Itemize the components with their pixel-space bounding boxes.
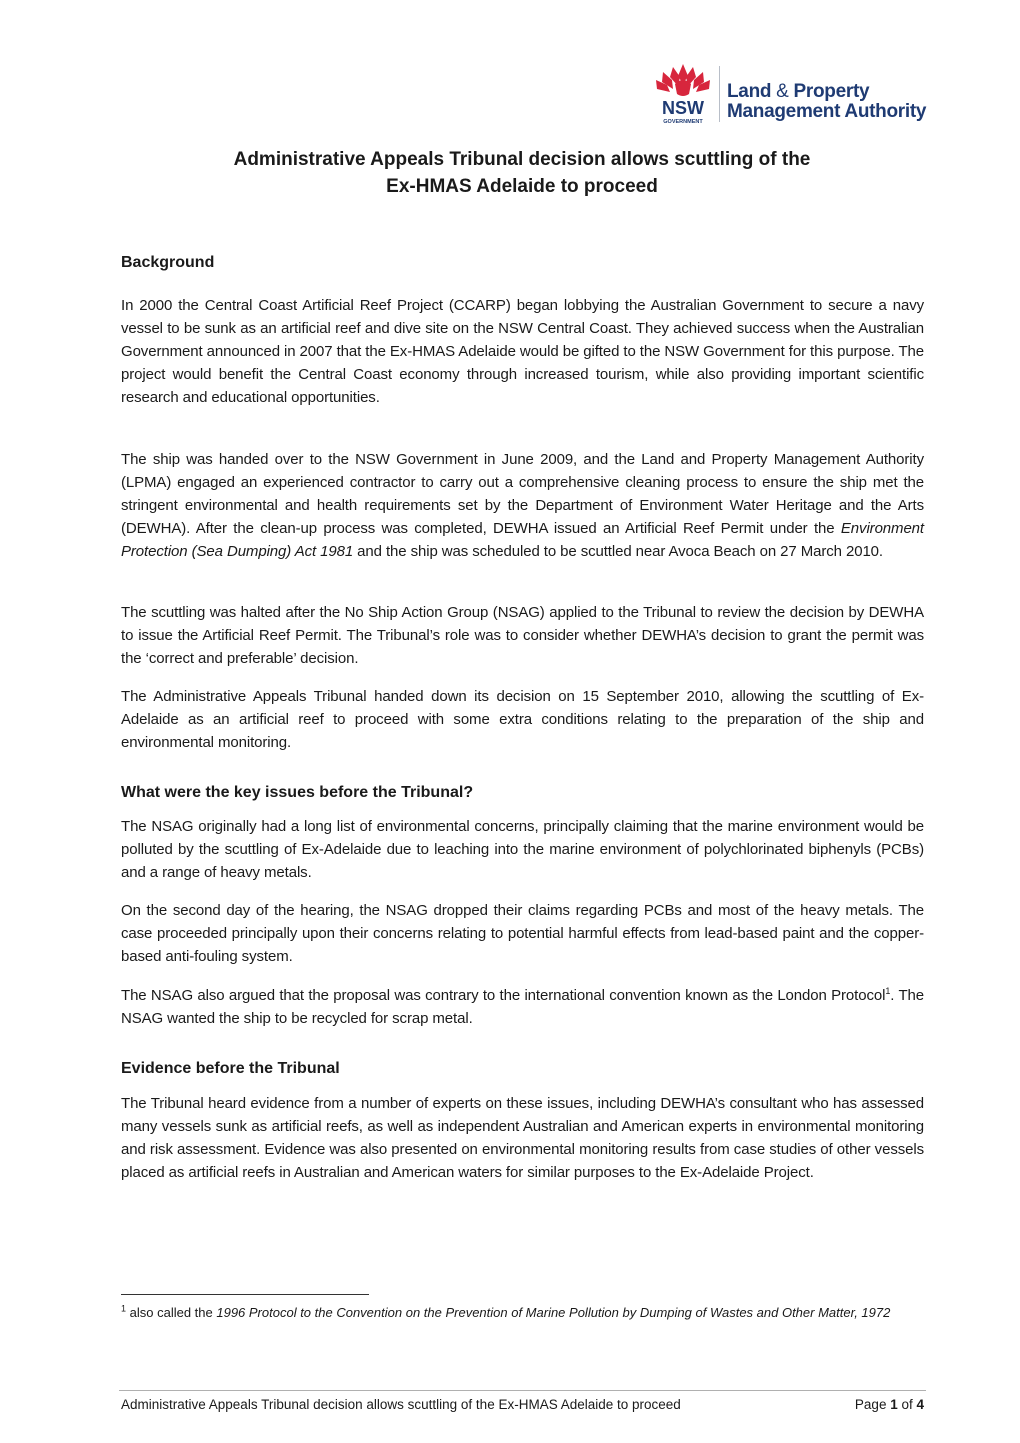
svg-text:GOVERNMENT: GOVERNMENT (663, 119, 703, 125)
nsw-waratah-emblem-icon (653, 62, 713, 126)
act-name: Environment Protection (Sea Dumping) Act 1981 (121, 520, 924, 560)
page-number: Page 1 of 4 (854, 1397, 924, 1412)
paragraph: The Tribunal heard evidence from a number of experts on these issues, including DEWHA’s consultant who has assessed many vessels sunk as artificial reefs, as well as independent Australian and American experts in environmental monitoring and risk assessment. Evidence was also presented on environmental monitoring results from case studies of other vessels placed as artificial reefs in Australian and American waters for similar purposes to the Ex-Adelaide Project. (121, 1095, 924, 1181)
paragraph: The ship was handed over to the NSW Government in June 2009, and the Land and Property Management Authority (LPMA) engaged an experienced contractor to carry out a comprehensive cleaning process to ensure the ship met the stringent environmental and health requirements set by the Department of Environment Water Heritage and the Arts (DEWHA). After the clean-up process was completed, DEWHA issued an Artificial Reef Permit under the Environment Protection (Sea Dumping) Act 1981 and the ship was scheduled to be scuttled near Avoca Beach on 27 March 2010. (121, 451, 924, 560)
page-footer (121, 1396, 924, 1414)
footer-separator (119, 1390, 926, 1391)
footnote-marker: 1 (121, 1303, 127, 1314)
org-name-property: Property (793, 81, 870, 102)
org-name-amp: & (776, 81, 789, 102)
org-name-land: Land (727, 81, 772, 102)
heading-evidence: Evidence before the Tribunal (121, 1060, 340, 1077)
org-name (727, 82, 926, 122)
document-title: Administrative Appeals Tribunal decision allows scuttling of the Ex-HMAS Adelaide to proceed (233, 149, 811, 197)
footnote: $^1$ also called the 1996 Protocol to the Convention on the Prevention of Marine Pollution by Dumping of Wastes and Other Matter, 1972 (121, 1303, 891, 1320)
footnote-ref[interactable]: 1 (885, 986, 891, 996)
heading-background: Background (121, 254, 215, 271)
paragraph: In 2000 the Central Coast Artificial Reef Project (CCARP) began lobbying the Australian Government to secure a navy vessel to be sunk as an artificial reef and dive site on the NSW Central Coast. They achieved success when the Australian Government announced in 2007 that the Ex-HMAS Adelaide would be gifted to the NSW Government for this purpose. The project would benefit the Central Coast economy through increased tourism, while also providing important scientific research and educational opportunities. (121, 297, 924, 406)
footer-running-title: Administrative Appeals Tribunal decision allows scuttling of the Ex-HMAS Adelaide to proceed (121, 1397, 681, 1412)
heading-key-issues: What were the key issues before the Tribunal? (121, 784, 474, 801)
svg-text:NSW: NSW (662, 98, 704, 118)
footnote-separator (121, 1294, 369, 1295)
paragraph: The NSAG originally had a long list of environmental concerns, principally claiming that the marine environment would be polluted by the scuttling of Ex-Adelaide due to leaching into the marine environment of polychlorinated biphenyls (PCBs) and a range of heavy metals. (121, 818, 924, 881)
lpma-logo (653, 62, 948, 128)
logo-divider (719, 66, 720, 122)
org-name-line2: Management Authority (727, 101, 927, 122)
paragraph: The Administrative Appeals Tribunal handed down its decision on 15 September 2010, allowing the scuttling of Ex-Adelaide as an artificial reef to proceed with some extra conditions relating to the preparation of the ship and environmental monitoring. (121, 688, 924, 751)
paragraph: The scuttling was halted after the No Ship Action Group (NSAG) applied to the Tribunal to review the decision by DEWHA to issue the Artificial Reef Permit. The Tribunal’s role was to consider whether DEWHA’s decision to grant the permit was the ‘correct and preferable’ decision. (121, 604, 924, 667)
paragraph: The NSAG also argued that the proposal was contrary to the international convention known as the London Protocol$^1$. The NSAG wanted the ship to be recycled for scrap metal. (121, 986, 924, 1027)
paragraph: On the second day of the hearing, the NSAG dropped their claims regarding PCBs and most of the heavy metals. The case proceeded principally upon their concerns relating to potential harmful effects from lead-based paint and the copper-based anti-fouling system. (121, 902, 924, 965)
